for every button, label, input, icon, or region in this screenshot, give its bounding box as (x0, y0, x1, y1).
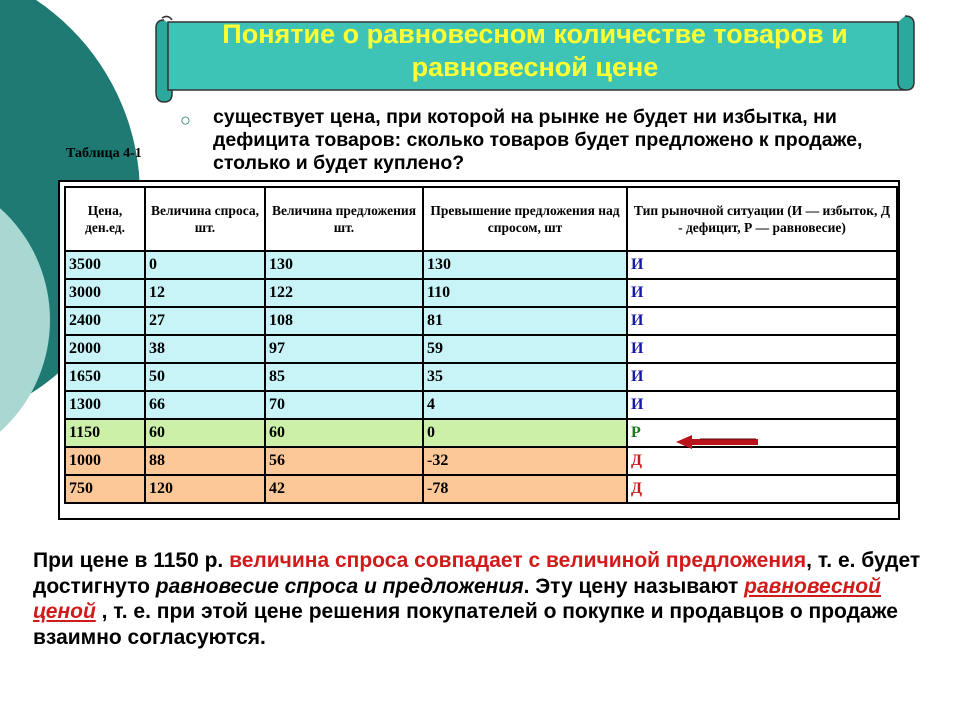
cell-demand: 50 (144, 362, 266, 392)
market-table (58, 180, 900, 520)
bullet-circle-icon: ○ (180, 110, 191, 130)
cell-demand: 27 (144, 306, 266, 336)
cell-supply: 42 (264, 474, 424, 504)
para-highlight-quantity: величина спроса совпадает с величиной предложения (229, 549, 807, 572)
page-title: Понятие о равновесном количестве товаров и равновесной цене (222, 19, 848, 82)
table-row (64, 306, 896, 336)
cell-excess: 81 (422, 306, 628, 336)
para-part-3: , т. е. будет достигнуто (33, 549, 921, 598)
cell-type: Д (626, 446, 898, 476)
table-header-row (64, 186, 896, 252)
cell-supply: 56 (264, 446, 424, 476)
table-header-cell: Величина спроса, шт. (144, 186, 266, 252)
cell-type: И (626, 390, 898, 420)
bullet-text: существует цена, при которой на рынке не будет ни избытка, ни дефицита товаров: сколько товаров будет предложено к продаже, столько и будет куплено? (213, 106, 863, 174)
cell-price: 2000 (64, 334, 146, 364)
table-header-cell: Тип рыночной ситуации (И — избыток, Д - дефицит, Р — равновесие) (626, 186, 898, 252)
cell-excess: 110 (422, 278, 628, 308)
table-row (64, 446, 896, 476)
cell-excess: 130 (422, 250, 628, 280)
cell-price: 1000 (64, 446, 146, 476)
equilibrium-arrow-icon (676, 433, 760, 451)
cell-price: 1300 (64, 390, 146, 420)
cell-demand: 120 (144, 474, 266, 504)
cell-supply: 70 (264, 390, 424, 420)
cell-supply: 108 (264, 306, 424, 336)
cell-type: И (626, 334, 898, 364)
cell-type: И (626, 278, 898, 308)
cell-price: 1150 (64, 418, 146, 448)
cell-supply: 122 (264, 278, 424, 308)
cell-price: 3000 (64, 278, 146, 308)
table-row (64, 362, 896, 392)
table-row (64, 250, 896, 280)
cell-demand: 66 (144, 390, 266, 420)
cell-excess: 59 (422, 334, 628, 364)
cell-excess: 4 (422, 390, 628, 420)
cell-excess: 0 (422, 418, 628, 448)
table-row (64, 418, 896, 448)
table-header-cell: Превышение предложения над спросом, шт (422, 186, 628, 252)
table-row (64, 390, 896, 420)
para-part-7: , т. е. при этой цене решения покупателей о покупке и продавцов о продаже взаимно согласуются. (33, 600, 898, 649)
cell-supply: 97 (264, 334, 424, 364)
para-equilibrium-price-term: равновесной ценой (33, 574, 881, 623)
conclusion-paragraph (33, 548, 933, 650)
cell-supply: 130 (264, 250, 424, 280)
cell-type: Д (626, 474, 898, 504)
para-part-5: . Эту цену называют (523, 574, 745, 598)
cell-price: 750 (64, 474, 146, 504)
cell-type: Р (626, 418, 898, 448)
cell-price: 3500 (64, 250, 146, 280)
cell-demand: 0 (144, 250, 266, 280)
cell-excess: 35 (422, 362, 628, 392)
cell-price: 1650 (64, 362, 146, 392)
table-row (64, 278, 896, 308)
para-part-1: При цене в 1150 р. (33, 549, 230, 572)
cell-price: 2400 (64, 306, 146, 336)
cell-supply: 60 (264, 418, 424, 448)
table-header-cell: Цена, ден.ед. (64, 186, 146, 252)
cell-demand: 88 (144, 446, 266, 476)
para-equilibrium-phrase: равновесие спроса и предложения (155, 574, 524, 598)
cell-supply: 85 (264, 362, 424, 392)
cell-demand: 60 (144, 418, 266, 448)
cell-excess: -78 (422, 474, 628, 504)
cell-demand: 38 (144, 334, 266, 364)
cell-excess: -32 (422, 446, 628, 476)
cell-type: И (626, 306, 898, 336)
cell-type: И (626, 250, 898, 280)
table-row (64, 334, 896, 364)
cell-type: И (626, 362, 898, 392)
table-caption: Таблица 4-1 (66, 146, 142, 161)
cell-demand: 12 (144, 278, 266, 308)
table-header-cell: Величина предложения шт. (264, 186, 424, 252)
table-row (64, 474, 896, 504)
